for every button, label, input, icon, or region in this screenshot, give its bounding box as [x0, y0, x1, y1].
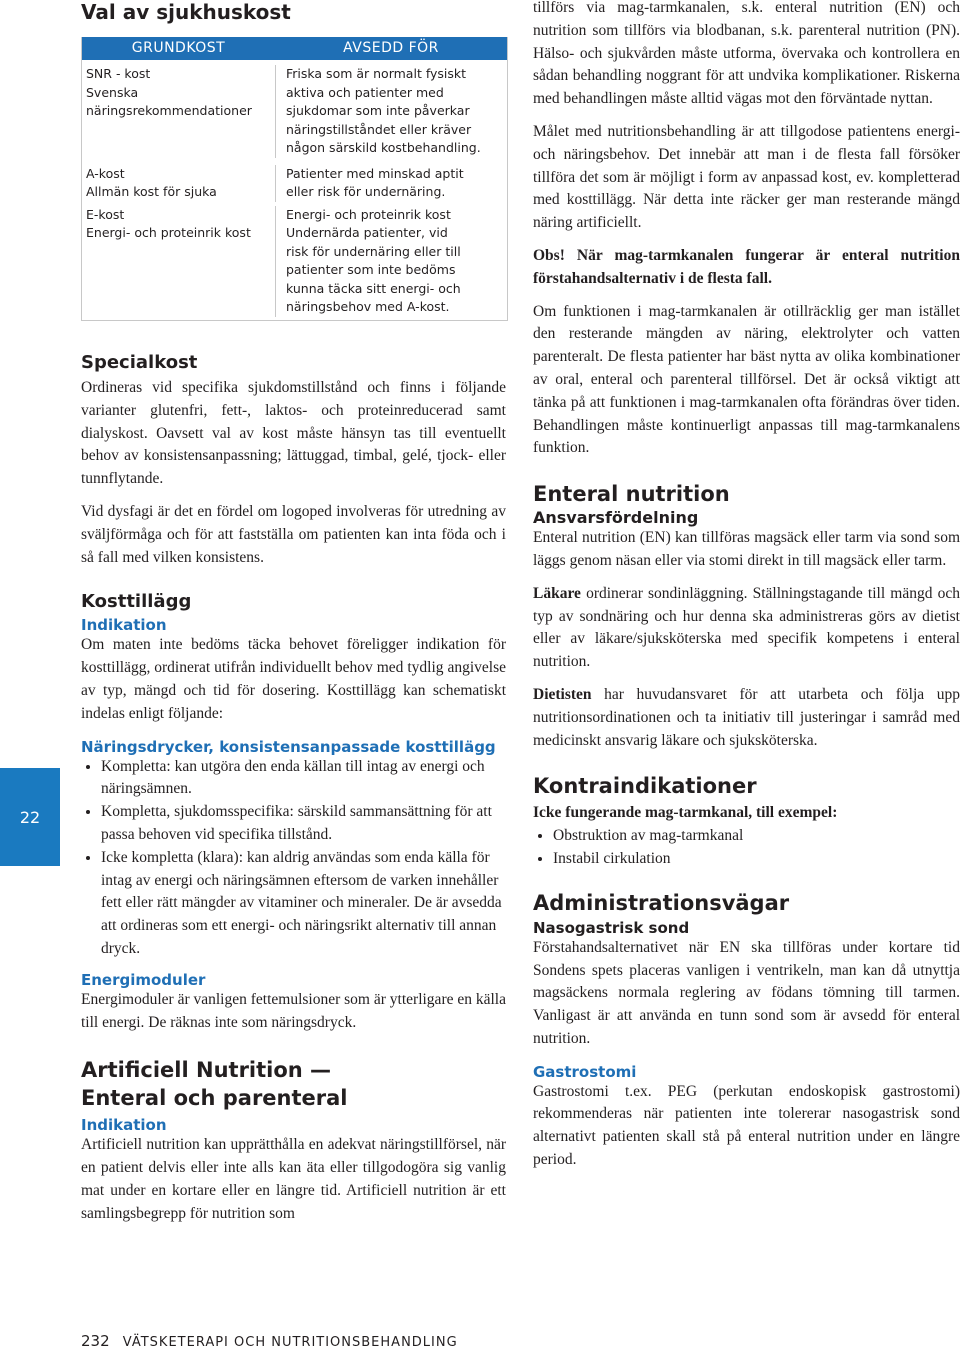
- cell-line: Svenska: [86, 84, 139, 100]
- cell-line: kunna täcka sitt energi- och: [286, 280, 461, 296]
- paragraph: Artificiell nutrition kan upprätthålla en adekvat näringstillförsel, när en patient delvis eller inte alls kan äta eller tillgodogöra sig vanlig mat under en kortare eller en längre tid. Artificiell nutrition är ett samlingsbegrepp för nutrition som: [81, 1136, 506, 1222]
- role-text: har huvudansvaret för att utarbeta och följa upp nutritionsordinationen och ta initiativ till justeringar i samråd med medicinskt ansvarig läkare och sjuksköterska.: [533, 685, 960, 749]
- page-footer: [81, 1332, 458, 1350]
- list-item: • Kompletta, sjukdomsspecifika: särskild sammansättning för att passa behoven vid specifika tillstånd.: [101, 801, 506, 847]
- cell-line: Friska som är normalt fysiskt: [286, 66, 467, 81]
- right-column: [533, 0, 960, 1172]
- list-item: • Kompletta: kan utgöra den enda källan till intag av energi och näringsämnen.: [101, 756, 506, 802]
- cell-line: E-kost: [86, 206, 125, 222]
- subheading: Indikation: [81, 1116, 167, 1135]
- table-row: [82, 158, 507, 202]
- table-cell: [275, 65, 507, 158]
- section-heading: Kontraindikationer: [533, 774, 757, 799]
- table-cell: [82, 206, 275, 317]
- paragraph: Ordineras vid specifika sjukdomstillstånd och finns i följande varianter glutenfri, fett-, laktos- och proteinreducerad samt dialyskost. Oavsett val av kost måste hänsyn tas till eventuellt behov av konsistensanpassning; lättuggad, timbal, gelé, tjock- eller tunnflytande.: [81, 379, 506, 488]
- cell-line: eller risk för undernäring.: [286, 184, 446, 199]
- cell-line: Energi- och proteinrik kost: [286, 206, 451, 222]
- paragraph: Målet med nutritionsbehandling är att tillgodose patientens energi- och näringsbehov. Det innebär att man i de flesta fall försöker tillföra det som är möjligt i form av anpassad kost, ev. kompletterad med kosttillägg. När detta inte räcker ger man resterande mängd näring artificiellt.: [533, 122, 960, 232]
- subheading: Gastrostomi: [533, 1062, 637, 1081]
- diet-table: [81, 37, 508, 321]
- subheading: Energimoduler: [81, 970, 206, 989]
- paragraph: Om maten inte bedöms täcka behovet föreligger indikation för kosttillägg, ordinerat utifrån individuellt behov med tydlig angivelse av typ, mängd och tid för dosering. Kosttillägg kan schematiskt indelas enligt följande:: [81, 636, 506, 722]
- cell-line: Patienter med minskad aptit: [286, 165, 464, 181]
- paragraph: Enteral nutrition (EN) kan tillföras magsäck eller tarm via sond som läggs genom näsan eller via stomi direkt in till magsäck eller tarm.: [533, 529, 960, 569]
- paragraph: [533, 684, 960, 752]
- table-cell: [275, 206, 507, 317]
- section-heading: Enteral nutrition: [533, 482, 730, 507]
- table-row: [82, 60, 507, 158]
- bullet-list: [533, 825, 960, 871]
- section-heading: Kosttillägg: [81, 591, 192, 613]
- paragraph: tillförs via mag-tarmkanalen, s.k. enteral nutrition (EN) och nutrition som tillförs via blodbanan, s.k. parenteral nutrition (PN). Hälso- och sjukvården måste utforma, övervaka och kontrollera en sådan behandling noggrant för att undvika komplikationer. Riskerna med behandlingen måste alltid vägas mot den förväntade nyttan.: [533, 0, 960, 108]
- role-text: ordinerar sondinläggning. Ställningstagande till mängd och typ av sondnäring och hur denna ska administreras görs av dietist eller av läkare/sjuksköterska med specifik kompetens i enteral nutrition.: [533, 584, 960, 671]
- cell-line: SNR - kost: [86, 66, 151, 81]
- book-title: VÄTSKETERAPI OCH NUTRITIONSBEHANDLING: [122, 1335, 458, 1350]
- chapter-number: 22: [19, 807, 41, 827]
- table-row: [82, 202, 507, 320]
- cell-line: sjukdomar som inte påverkar: [286, 103, 470, 118]
- list-item: • Icke kompletta (klara): kan aldrig användas som enda källa för intag av energi och näringsämnen eftersom de varken innehåller fett eller rätt mängder av vitaminer och mineraler. De är avsedda att ordineras som ett energi- och näringsrikt alternativ till annan dryck.: [101, 847, 506, 961]
- table-cell: [82, 65, 275, 158]
- page-title: Val av sjukhuskost: [81, 0, 291, 24]
- cell-line: näringstillståndet eller kräver: [286, 121, 472, 137]
- heading-line: Enteral och parenteral: [81, 1086, 348, 1111]
- section-heading: [81, 1056, 506, 1112]
- paragraph: Gastrostomi t.ex. PEG (perkutan endoskopisk gastrostomi) rekommenderas när patienten inte tolererar nasogastrisk sond alternativt patienten skall stå på enteral nutrition under en längre period.: [533, 1082, 960, 1169]
- paragraph: Förstahandsalternativet när EN ska tillföras under kortare tid Sondens spets placeras vanligen i ventrikeln, man kan då utnyttja magsäckens normala reglering av födans tömning till tarmen. Vanligast är att använda en tunn sond som är avsedd för enteral nutrition.: [533, 938, 960, 1047]
- section-heading: Administrationsvägar: [533, 890, 790, 915]
- paragraph: Icke fungerande mag-tarmkanal, till exempel:: [533, 804, 838, 822]
- cell-line: Energi- och proteinrik kost: [86, 225, 251, 240]
- list-item: • Obstruktion av mag-tarmkanal: [553, 825, 960, 848]
- bullet-list: [81, 756, 506, 961]
- paragraph: Energimoduler är vanligen fettemulsioner som är ytterligare en källa till energi. De räknas inte som näringsdryck.: [81, 990, 506, 1031]
- cell-line: aktiva och patienter med: [286, 84, 444, 100]
- paragraph: Om funktionen i mag-tarmkanalen är otillräcklig ger man istället den resterande mängden av näring, elektrolyter och vatten parenteralt. De flesta patienter har bäst nytta av olika kombinationer av oral, enteral och parenteral tillförsel. Det är också viktigt att tänka på att funktionen i mag-tarmkanalen ofta förändras över tiden. Behandlingen måste kontinuerligt anpassas till mag-tarmkanalens funktion.: [533, 302, 960, 457]
- note-paragraph: Obs! När mag-tarmkanalen fungerar är enteral nutrition förstahandsalternativ i de flesta fall.: [533, 246, 960, 287]
- cell-line: patienter som inte bedöms: [286, 262, 456, 277]
- heading-line: Artificiell Nutrition —: [81, 1058, 332, 1083]
- table-header: [82, 37, 507, 60]
- cell-line: näringsrekommendationer: [86, 103, 252, 118]
- paragraph: [533, 583, 960, 674]
- list-item: • Instabil cirkulation: [553, 848, 960, 871]
- cell-line: A-kost: [86, 165, 125, 181]
- section-heading: Specialkost: [81, 352, 198, 373]
- column-header: AVSEDD FÖR: [343, 40, 439, 57]
- role-label: Dietisten: [533, 685, 592, 703]
- cell-line: någon särskild kostbehandling.: [286, 140, 481, 155]
- subheading: Näringsdrycker, konsistensanpassade kosttillägg: [81, 737, 496, 756]
- left-column: [81, 352, 506, 1226]
- cell-line: risk för undernäring eller till: [286, 243, 461, 259]
- cell-line: Undernärda patienter, vid: [286, 225, 448, 240]
- subheading: Ansvarsfördelning: [533, 508, 699, 528]
- table-cell: [82, 165, 275, 202]
- role-label: Läkare: [533, 584, 581, 602]
- table-cell: [275, 165, 507, 202]
- cell-line: näringsbehov med A-kost.: [286, 299, 450, 314]
- cell-line: Allmän kost för sjuka: [86, 184, 217, 199]
- paragraph: Vid dysfagi är det en fördel om logoped involveras för utredning av sväljförmåga och för att fastställa om patienten kan inta föda och i så fall med vilken konsistens.: [81, 502, 506, 566]
- subheading: Nasogastrisk sond: [533, 918, 690, 937]
- column-header: GRUNDKOST: [131, 40, 226, 57]
- chapter-tab: [0, 768, 60, 866]
- subheading: Indikation: [81, 616, 167, 635]
- page-number: 232: [81, 1332, 110, 1350]
